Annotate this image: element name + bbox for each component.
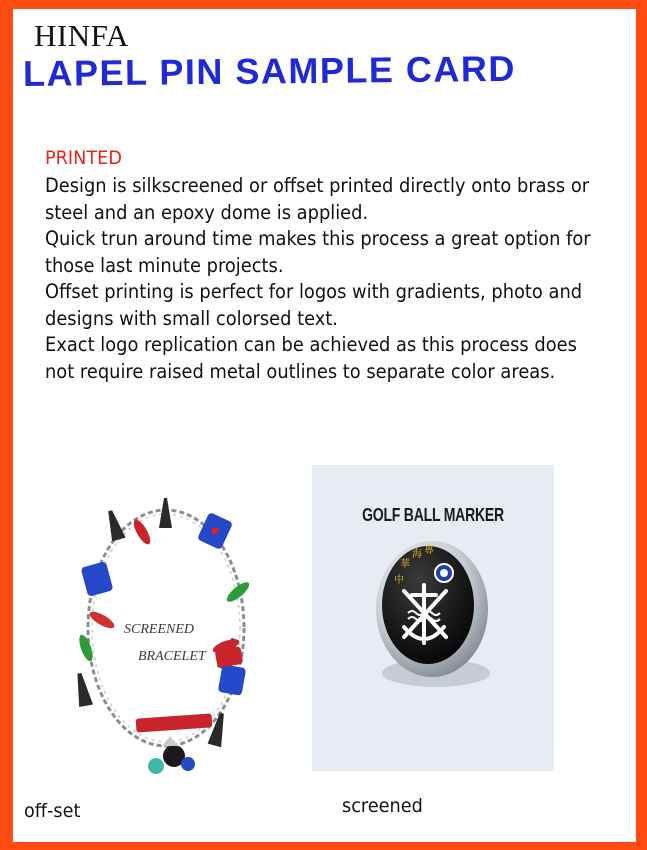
card-title: LAPEL PIN SAMPLE CARD (22, 47, 517, 94)
description-text (45, 173, 603, 385)
caption-offset: off-set (24, 800, 81, 822)
brand-name: HINFA (34, 18, 129, 53)
bracelet-photo (66, 488, 266, 778)
golf-marker-photo (312, 465, 554, 771)
marker-title: GOLF BALL MARKER (362, 505, 504, 525)
description-paragraph: Quick trun around time makes this process a great option for those last minute projects. (45, 227, 591, 277)
caption-screened: screened (342, 795, 423, 817)
section-label: PRINTED (45, 147, 122, 169)
svg-text:華: 華 (400, 559, 410, 570)
svg-text:海: 海 (412, 549, 422, 560)
bracelet-text-line2: BRACELET (138, 649, 206, 664)
description-paragraph: Offset printing is perfect for logos with gradients, photo and designs with small colorsed text. (45, 280, 583, 330)
description-paragraph: Exact logo replication can be achieved as this process does not require raised metal outlines to separate color areas. (45, 333, 577, 383)
bracelet-text-line1: SCREENED (124, 622, 194, 637)
description-paragraph: Design is silkscreened or offset printed directly onto brass or steel and an epoxy dome is applied. (45, 174, 590, 224)
svg-text:專: 專 (424, 545, 434, 556)
svg-text:中: 中 (394, 575, 404, 586)
